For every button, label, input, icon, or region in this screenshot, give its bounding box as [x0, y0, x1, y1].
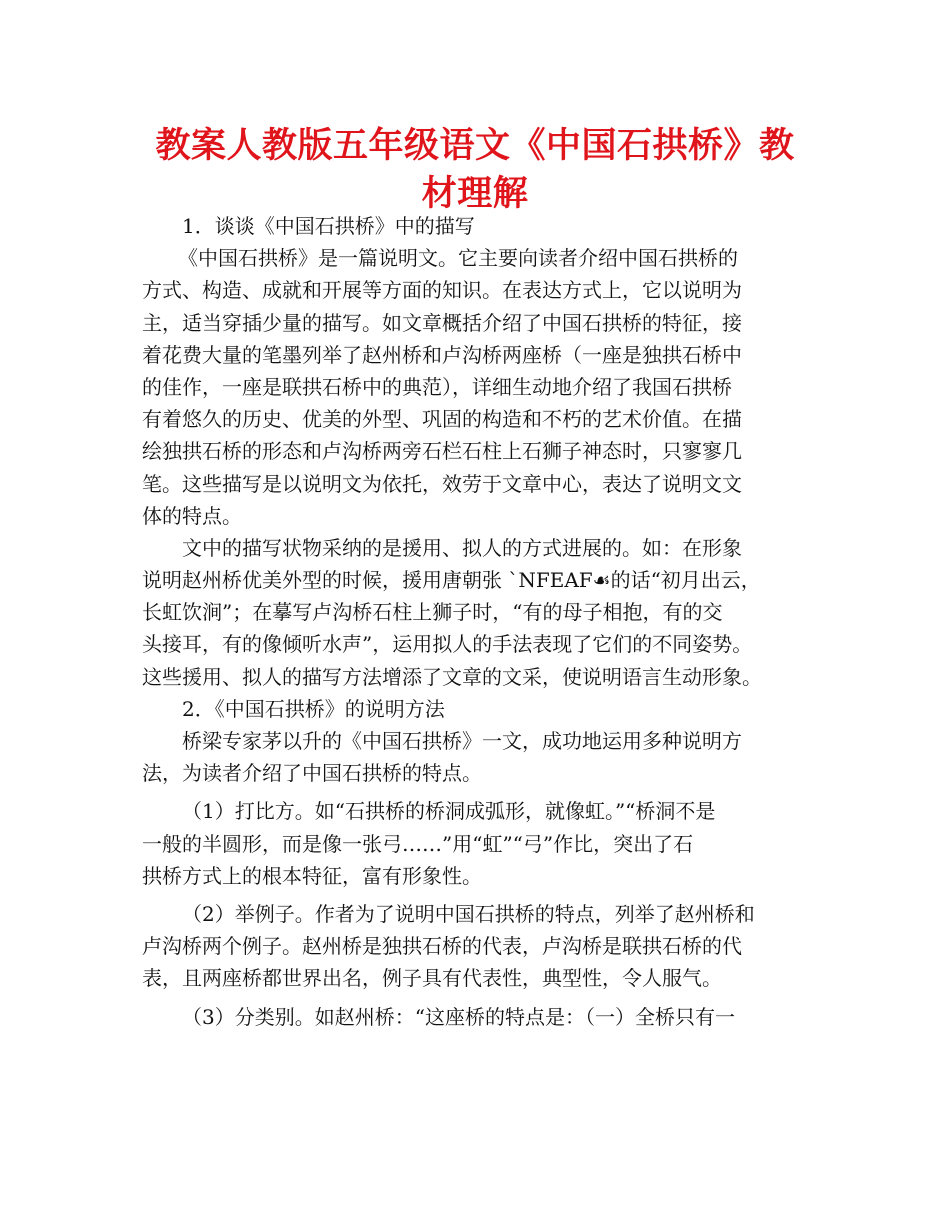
paragraph-line: 主，适当穿插少量的描写。如文章概括介绍了中国石拱桥的特征，接 — [142, 310, 742, 335]
document-title — [130, 122, 820, 218]
paragraph-line: 这些援用、拟人的描写方法增添了文章的文采，使说明语言生动形象。 — [142, 664, 762, 689]
list-item-line: （2）举例子。作者为了说明中国石拱桥的特点，列举了赵州桥和 — [182, 901, 755, 926]
paragraph-line: 文中的描写状物采纳的是援用、拟人的方式进展的。如：在形象 — [182, 535, 742, 560]
paragraph-line: 一般的半圆形，而是像一张弓……”用“虹”“弓”作比，突出了石 — [142, 831, 694, 856]
list-item-line: （3）分类别。如赵州桥：“这座桥的特点是：（一）全桥只有一 — [182, 1004, 735, 1029]
paragraph-line: 体的特点。 — [142, 503, 242, 528]
paragraph-line: 拱桥方式上的根本特征，富有形象性。 — [142, 863, 482, 888]
paragraph-line: 着花费大量的笔墨列举了赵州桥和卢沟桥两座桥（一座是独拱石桥中 — [142, 342, 742, 367]
paragraph-line: 的佳作，一座是联拱石桥中的典范），详细生动地介绍了我国石拱桥 — [142, 374, 732, 399]
document-body — [142, 210, 810, 1033]
paragraph-line: 说明赵州桥优美外型的时候，援用唐朝张 `NFEAF☙的话“初月出云， — [142, 568, 761, 593]
section-heading-1: 1．谈谈《中国石拱桥》中的描写 — [182, 214, 475, 238]
list-item-line: （1）打比方。如“石拱桥的桥洞成弧形，就像虹。”“桥洞不是 — [182, 799, 716, 824]
paragraph-line: 表，且两座桥都世界出名，例子具有代表性，典型性，令人服气。 — [142, 966, 722, 991]
paragraph-line: 方式、构造、成就和开展等方面的知识。在表达方式上，它以说明为 — [142, 278, 742, 303]
paragraph-line: 《中国石拱桥》是一篇说明文。它主要向读者介绍中国石拱桥的 — [178, 246, 738, 271]
paragraph-line: 法，为读者介绍了中国石拱桥的特点。 — [142, 761, 482, 786]
paragraph-line: 头接耳，有的像倾听水声”，运用拟人的手法表现了它们的不同姿势。 — [142, 632, 753, 657]
title-line-2: 材理解 — [421, 174, 529, 214]
section-heading-2: 2．《中国石拱桥》的说明方法 — [182, 696, 445, 721]
paragraph-line: 桥梁专家茅以升的《中国石拱桥》一文，成功地运用多种说明方 — [182, 729, 742, 753]
title-line-1: 教案人教版五年级语文《中国石拱桥》教 — [155, 126, 795, 166]
paragraph-line: 长虹饮涧”；在摹写卢沟桥石柱上狮子时，“有的母子相抱，有的交 — [142, 600, 723, 625]
paragraph-line: 绘独拱石桥的形态和卢沟桥两旁石栏石柱上石狮子神态时，只寥寥几 — [142, 439, 742, 464]
paragraph-line: 卢沟桥两个例子。赵州桥是独拱石桥的代表，卢沟桥是联拱石桥的代 — [142, 934, 742, 959]
paragraph-line: 笔。这些描写是以说明文为依托，效劳于文章中心，表达了说明文文 — [142, 471, 742, 496]
paragraph-line: 有着悠久的历史、优美的外型、巩固的构造和不朽的艺术价值。在描 — [142, 407, 742, 432]
